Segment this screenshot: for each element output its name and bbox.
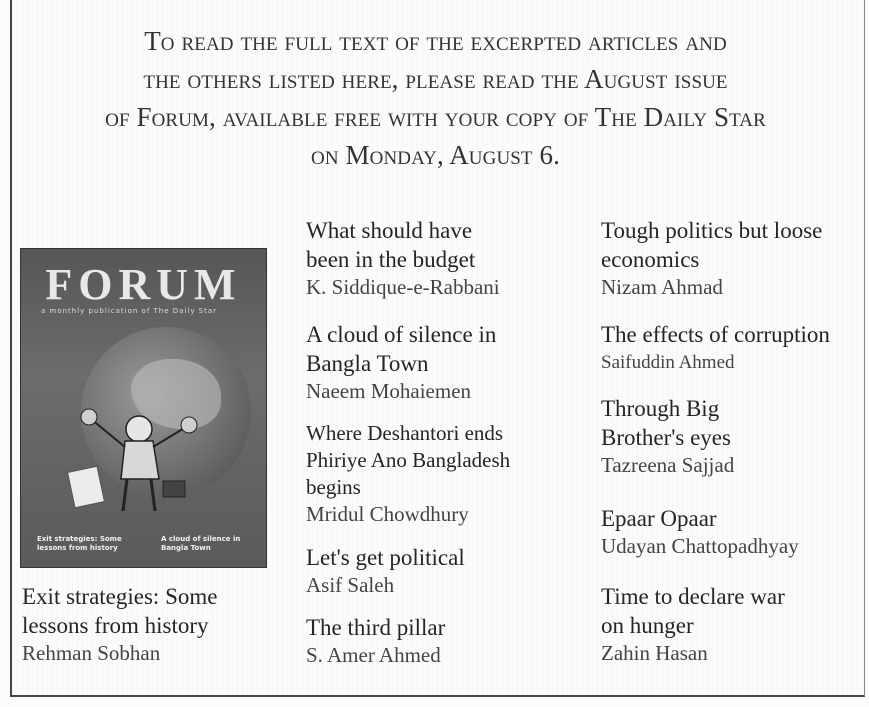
article-title: Epaar Opaar (601, 506, 717, 531)
article-title: What should have (306, 218, 473, 243)
article-author: Mridul Chowdhury (306, 502, 469, 526)
article-author: Tazreena Sajjad (601, 453, 735, 477)
article-author: K. Siddique-e-Rabbani (306, 275, 500, 299)
article-author: Naeem Mohaiemen (306, 379, 472, 403)
article-title: A cloud of silence in (306, 322, 497, 347)
article-title: Phiriye Ano Bangladesh (306, 448, 511, 472)
cover-caption-left: Exit strategies: Some lessons from history (37, 535, 122, 552)
article-item (601, 582, 785, 667)
header-line: of Forum, available free with your copy of The Daily Star (105, 102, 766, 132)
article-item (306, 420, 510, 528)
article-author: Saifuddin Ahmed (601, 352, 735, 373)
header-line: the others listed here, please read the August issue (143, 64, 728, 94)
article-title: Bangla Town (306, 351, 429, 376)
article-item (601, 320, 830, 376)
article-author: Asif Saleh (306, 573, 395, 597)
article-title: Through Big (601, 396, 720, 421)
article-author: Udayan Chattopadhyay (601, 534, 799, 558)
article-author: S. Amer Ahmed (306, 643, 441, 667)
article-title: Tough politics but loose (601, 218, 823, 243)
article-title: Brother's eyes (601, 425, 731, 450)
article-title: economics (601, 247, 700, 272)
article-item (601, 394, 734, 479)
article-title: on hunger (601, 613, 694, 638)
article-title: Let's get political (306, 545, 465, 570)
header-notice (18, 22, 853, 174)
article-item (22, 582, 217, 667)
cover-subtitle: a monthly publication of The Daily Star (41, 307, 218, 315)
article-author: Rehman Sobhan (22, 641, 161, 665)
article-title: The third pillar (306, 615, 446, 640)
article-item (306, 320, 496, 405)
cover-title: FORUM (45, 260, 242, 309)
article-title: begins (306, 475, 361, 499)
article-item (601, 216, 822, 301)
article-item (601, 504, 799, 560)
article-item (306, 216, 500, 301)
header-line: To read the full text of the excerpted articles and (144, 26, 727, 56)
cover-caption-right: A cloud of silence in Bangla Town (161, 535, 241, 552)
article-title: The effects of corruption (601, 322, 830, 347)
article-item (306, 543, 465, 599)
article-title: been in the budget (306, 247, 476, 272)
article-title: lessons from history (22, 613, 209, 638)
article-item (306, 613, 445, 669)
article-title: Time to declare war (601, 584, 785, 609)
article-author: Nizam Ahmad (601, 275, 723, 299)
cartoon-figure-illustration (61, 369, 211, 519)
article-author: Zahin Hasan (601, 641, 708, 665)
article-title: Exit strategies: Some (22, 584, 218, 609)
magazine-cover-image (20, 248, 267, 568)
article-title: Where Deshantori ends (306, 421, 504, 445)
header-line: on Monday, August 6. (311, 140, 560, 170)
